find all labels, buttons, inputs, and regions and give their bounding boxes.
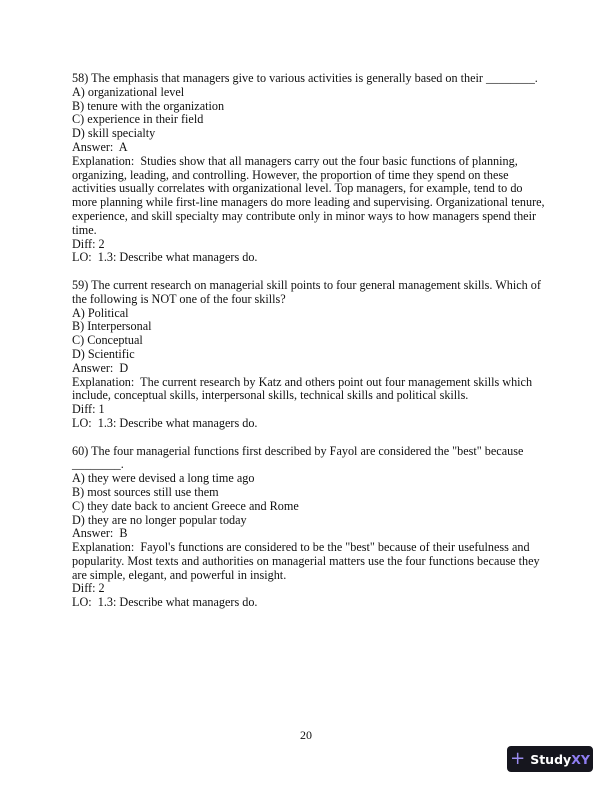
question-stem: 58) The emphasis that managers give to various activities is generally based on their ________. <box>72 71 538 85</box>
spacer <box>72 265 542 279</box>
question-stem: the following is NOT one of the four skills? <box>72 291 286 306</box>
answer-option: A) they were devised a long time ago <box>72 471 255 486</box>
answer-option: D) skill specialty <box>72 126 156 141</box>
explanation-text: organizing, leading, and controlling. However, the proportion of time they spend on these <box>72 167 509 182</box>
explanation-text: time. <box>72 222 97 237</box>
answer-option: B) Interpersonal <box>72 319 152 334</box>
document-body <box>72 71 545 610</box>
answer-option: B) most sources still use them <box>72 484 219 499</box>
explanation-text: more planning while first-line managers do more leading and supervising. Organizational tenure, <box>72 195 545 210</box>
answer-option: D) Scientific <box>72 346 135 361</box>
difficulty: Diff: 2 <box>72 581 105 596</box>
learning-objective: LO: 1.3: Describe what managers do. <box>72 250 258 265</box>
explanation-text: Explanation: The current research by Katz and others point out four management skills which <box>72 374 533 389</box>
explanation-text: include, conceptual skills, interpersonal skills, technical skills and political skills. <box>72 388 469 403</box>
answer-option: A) Political <box>72 305 129 320</box>
answer-key: Answer: D <box>72 360 129 375</box>
plus-icon: + <box>510 748 526 769</box>
answer-option: C) they date back to ancient Greece and Rome <box>72 498 299 513</box>
spacer <box>72 431 542 445</box>
answer-option: C) Conceptual <box>72 333 143 348</box>
explanation-text: popularity. Most texts and authorities on managerial matters use the four functions because they <box>72 553 540 568</box>
difficulty: Diff: 1 <box>72 402 105 417</box>
question-block <box>72 445 542 611</box>
explanation-text: activities usually correlates with organizational level. Top managers, for example, tend to do <box>72 181 523 196</box>
explanation-text: experience, and skill specialty may contribute only in minor ways to how managers spend their <box>72 208 537 223</box>
question-block <box>72 71 545 265</box>
answer-key: Answer: B <box>72 526 128 541</box>
logo-text-accent: XY <box>571 751 590 767</box>
logo-text <box>530 752 590 767</box>
explanation-text: Explanation: Studies show that all managers carry out the four basic functions of planning, <box>72 153 518 168</box>
page-number: 20 <box>300 728 312 742</box>
answer-option: C) experience in their field <box>72 112 204 127</box>
question-stem: ________. <box>72 457 124 472</box>
answer-key: Answer: A <box>72 139 128 154</box>
answer-option: B) tenure with the organization <box>72 98 225 113</box>
explanation-text: Explanation: Fayol's functions are considered to be the "best" because of their usefulness and <box>72 540 530 555</box>
logo-text-main: Study <box>530 751 572 767</box>
learning-objective: LO: 1.3: Describe what managers do. <box>72 415 258 430</box>
question-stem: 59) The current research on managerial skill points to four general management skills. Which of <box>72 277 541 292</box>
question-stem: 60) The four managerial functions first described by Fayol are considered the "best" because <box>72 443 524 458</box>
answer-option: D) they are no longer popular today <box>72 512 247 527</box>
learning-objective: LO: 1.3: Describe what managers do. <box>72 595 258 610</box>
answer-option: A) organizational level <box>72 84 185 99</box>
difficulty: Diff: 2 <box>72 236 105 251</box>
question-block <box>72 279 542 431</box>
studyxy-logo[interactable] <box>507 746 593 772</box>
explanation-text: are simple, elegant, and powerful in insight. <box>72 567 287 582</box>
